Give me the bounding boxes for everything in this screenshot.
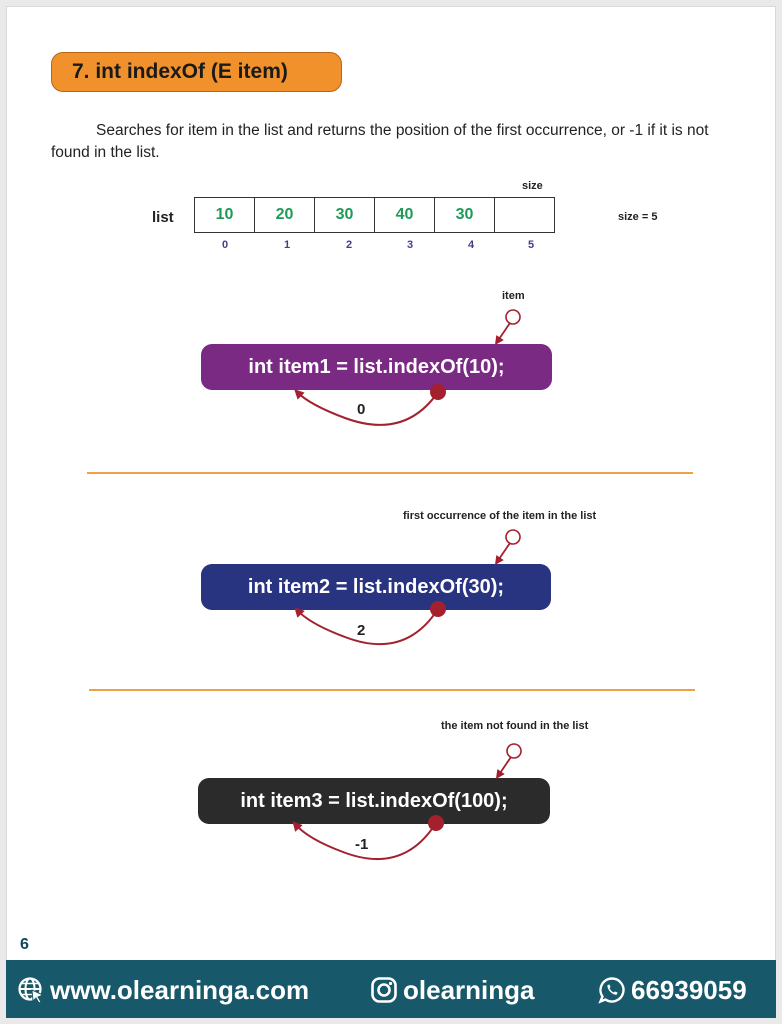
list-cell: 30	[434, 197, 495, 233]
example-note: first occurrence of the item in the list	[403, 510, 597, 522]
list-label: list	[152, 209, 174, 226]
example-note: the item not found in the list	[441, 720, 589, 732]
return-arrow	[295, 815, 444, 859]
globe-icon	[17, 976, 45, 1004]
code-block: int item3 = list.indexOf(100);	[198, 778, 550, 824]
code-block: int item2 = list.indexOf(30);	[201, 564, 551, 610]
return-arrow	[297, 601, 446, 644]
list-index: 3	[406, 239, 414, 251]
list-cell: 20	[254, 197, 315, 233]
section-description: Searches for item in the list and returns the position of the first occurrence, or -1 if it is not found in the list.	[51, 122, 709, 161]
list-index: 4	[467, 239, 475, 251]
list-cell: 30	[314, 197, 375, 233]
list-index: 5	[527, 239, 535, 251]
return-value: -1	[355, 836, 369, 853]
size-note: size = 5	[618, 211, 658, 223]
return-value: 2	[357, 622, 366, 639]
section-title: 7. int indexOf (E item)	[72, 60, 288, 83]
instagram-icon	[370, 976, 398, 1004]
size-label: size	[522, 180, 543, 192]
pointer-icon	[497, 310, 520, 342]
list-cell: 40	[374, 197, 435, 233]
pointer-icon	[497, 530, 520, 562]
footer-instagram[interactable]: olearninga	[403, 975, 535, 1005]
code-block: int item1 = list.indexOf(10);	[201, 344, 552, 390]
example-note: item	[502, 290, 525, 302]
return-value: 0	[357, 401, 366, 418]
footer-whatsapp[interactable]: 66939059	[631, 975, 747, 1005]
list-cell: 10	[194, 197, 255, 233]
page-number: 6	[20, 936, 29, 953]
footer-website[interactable]: www.olearninga.com	[50, 975, 310, 1005]
pointer-icon	[498, 744, 521, 776]
list-index: 1	[283, 239, 291, 251]
whatsapp-icon	[598, 976, 626, 1004]
list-index: 2	[345, 239, 353, 251]
return-arrow	[297, 384, 446, 425]
list-index: 0	[221, 239, 229, 251]
